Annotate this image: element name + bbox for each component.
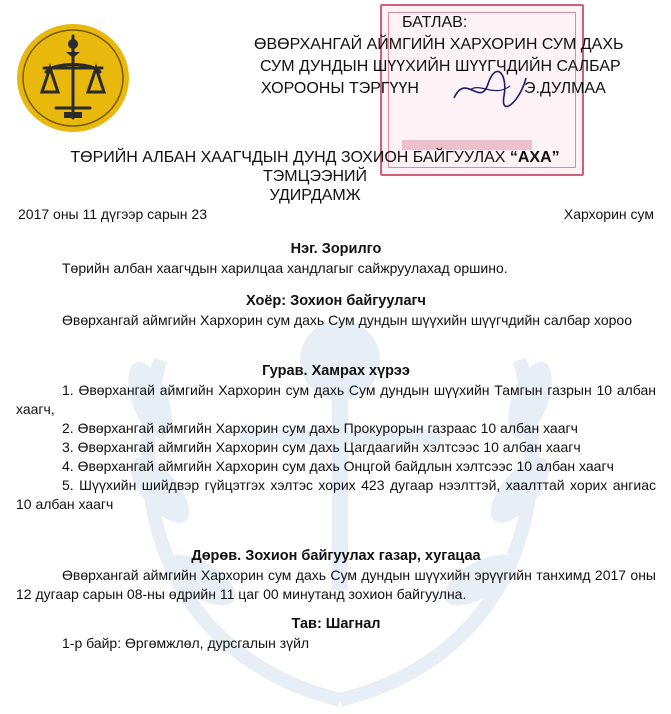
title-line-2: УДИРДАМЖ — [269, 187, 361, 204]
approval-line-3-left: ХОРООНЫ ТЭРГҮҮН — [261, 80, 419, 97]
court-emblem-icon — [14, 22, 132, 134]
section-organizer-heading: Хоёр: Зохион байгуулагч — [246, 293, 426, 309]
approval-line-2: СУМ ДУНДЫН ШҮҮХИЙН ШҮҮГЧДИЙН САЛБАР — [260, 58, 621, 75]
document-date: 2017 оны 11 дүгээр сарын 23 — [18, 206, 207, 222]
section-goal-text: Төрийн албан хаагчдын харилцаа хандлагыг сайжруулахад оршино. — [62, 260, 508, 276]
title-quoted: “АХА” — [509, 149, 560, 166]
document-place: Хархорин сум — [563, 206, 654, 222]
section-venue-heading: Дөрөв. Зохион байгуулах газар, хугацаа — [191, 548, 481, 564]
section-goal — [16, 240, 656, 278]
approval-line-3-right: Э.ДУЛМАА — [524, 80, 606, 97]
date-line — [18, 206, 654, 222]
section-prize-heading: Тав: Шагнал — [291, 616, 381, 632]
document-title — [20, 148, 610, 205]
scope-item-1: 1. Өвөрхангай аймгийн Хархорин сум дахь Сум дундын шүүхийн Тамгын газрын 10 албан хаагч, — [16, 382, 656, 417]
section-venue-text: Өвөрхангай аймгийн Хархорин сум дахь Сум дундын шүүхийн эрүүгийн танхимд 2017 оны 12 дугаар сарын 08-ны өдрийн 11 цаг 00 минутанд зохион байгуулна. — [16, 567, 656, 602]
title-part-1: ТӨРИЙН АЛБАН ХААГЧДЫН ДУНД ЗОХИОН БАЙГУУЛАХ — [70, 149, 510, 166]
approval-label: БАТЛАВ: — [402, 14, 468, 31]
section-scope-heading: Гурав. Хамрах хүрээ — [262, 363, 410, 379]
section-scope — [16, 362, 656, 514]
section-goal-heading: Нэг. Зорилго — [290, 241, 382, 257]
scope-item-4: 4. Өвөрхангай аймгийн Хархорин сум дахь Онцгой байдлын хэлтсээс 10 албан хаагч — [62, 458, 614, 474]
title-part-2: ТЭМЦЭЭНИЙ — [263, 168, 367, 185]
approval-line-1: ӨВӨРХАНГАЙ АЙМГИЙН ХАРХОРИН СУМ ДАХЬ — [254, 36, 624, 53]
section-organizer-text: Өвөрхангай аймгийн Хархорин сум дахь Сум дундын шүүхийн шүүгчдийн салбар хороо — [62, 312, 632, 328]
prize-item-1: 1-р байр: Өргөмжлөл, дурсгалын зүйл — [62, 635, 310, 651]
section-venue — [16, 547, 656, 604]
scope-item-5: 5. Шүүхийн шийдвэр гүйцэтгэх хэлтэс хорих 423 дугаар нээлттэй, хаалттай хорих ангиас 10 албан хаагч — [16, 477, 656, 512]
scope-item-3: 3. Өвөрхангай аймгийн Хархорин сум дахь Цагдаагийн хэлтсээс 10 албан хаагч — [62, 439, 581, 455]
section-organizer — [16, 292, 656, 330]
signature-icon — [450, 68, 530, 108]
scope-item-2: 2. Өвөрхангай аймгийн Хархорин сум дахь Прокурорын газраас 10 албан хаагч — [62, 420, 578, 436]
section-prize — [16, 615, 656, 653]
